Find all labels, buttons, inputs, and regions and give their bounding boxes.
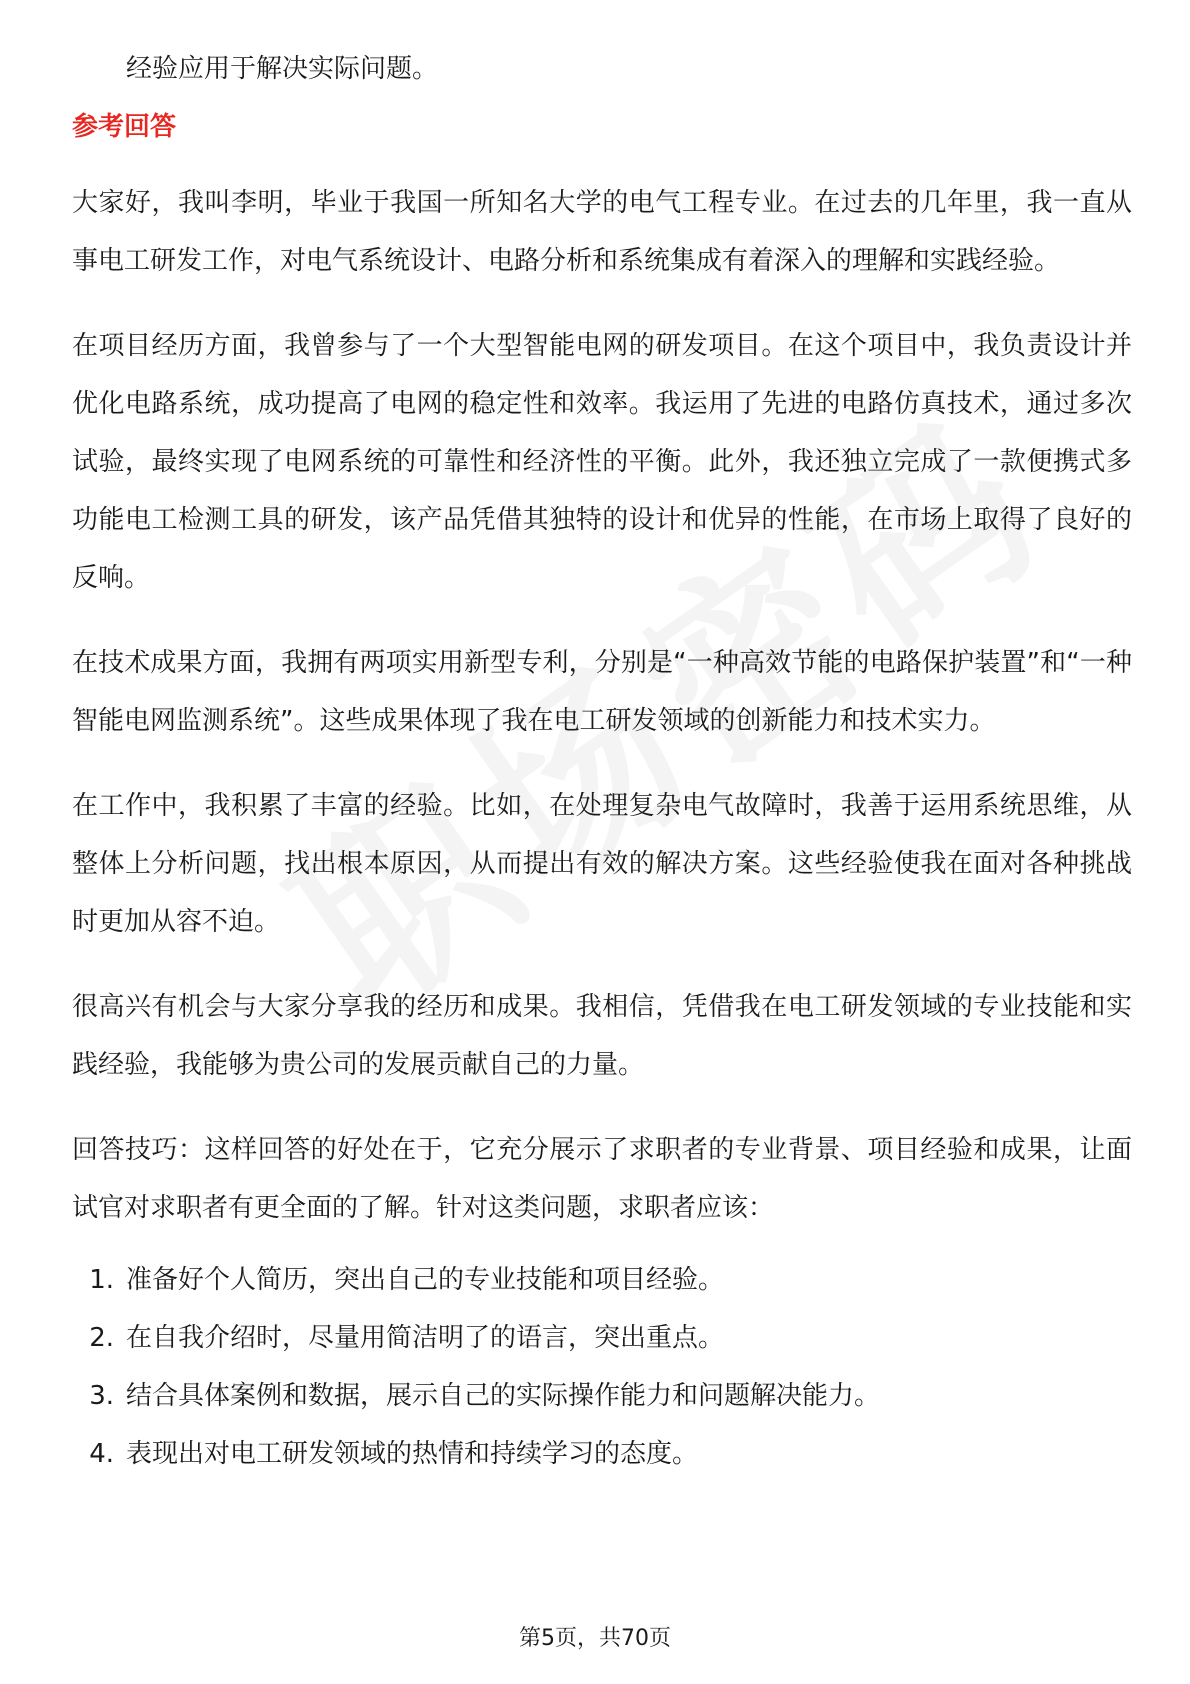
continued-text: 经验应用于解决实际问题。 (126, 54, 439, 84)
list-item (72, 1425, 1132, 1483)
list-item-number: 4. (89, 1439, 114, 1469)
paragraph-intro: 大家好，我叫李明，毕业于我国一所知名大学的电气工程专业。在过去的几年里，我一直从事电工研发工作，对电气系统设计、电路分析和系统集成有着深入的理解和实践经验。 (72, 188, 1132, 276)
list-item-text: 表现出对电工研发领域的热情和持续学习的态度。 (126, 1439, 699, 1469)
document-body (72, 40, 1132, 1483)
list-item (72, 1309, 1132, 1367)
list-item-number: 2. (89, 1323, 114, 1353)
list-item (72, 1367, 1132, 1425)
paragraph-closing: 很高兴有机会与大家分享我的经历和成果。我相信，凭借我在电工研发领域的专业技能和实践经验，我能够为贵公司的发展贡献自己的力量。 (72, 992, 1132, 1080)
tips-list (72, 1251, 1132, 1483)
list-item-number: 3. (89, 1381, 114, 1411)
list-item-text: 在自我介绍时，尽量用简洁明了的语言，突出重点。 (126, 1323, 725, 1353)
paragraph-experience: 在工作中，我积累了丰富的经验。比如，在处理复杂电气故障时，我善于运用系统思维，从整体上分析问题，找出根本原因，从而提出有效的解决方案。这些经验使我在面对各种挑战时更加从容不迫。 (72, 791, 1132, 937)
paragraph-tips-intro: 回答技巧：这样回答的好处在于，它充分展示了求职者的专业背景、项目经验和成果，让面试官对求职者有更全面的了解。针对这类问题，求职者应该： (72, 1135, 1132, 1223)
paragraph-achievements: 在技术成果方面，我拥有两项实用新型专利，分别是“一种高效节能的电路保护装置”和“一种智能电网监测系统”。这些成果体现了我在电工研发领域的创新能力和技术实力。 (72, 648, 1132, 736)
section-heading: 参考回答 (72, 112, 177, 142)
page-number-footer: 第5页，共70页 (519, 1626, 671, 1651)
list-item-number: 1. (89, 1265, 114, 1295)
list-item-text: 准备好个人简历，突出自己的专业技能和项目经验。 (126, 1265, 725, 1295)
list-item (72, 1251, 1132, 1309)
list-item-text: 结合具体案例和数据，展示自己的实际操作能力和问题解决能力。 (126, 1381, 881, 1411)
paragraph-projects: 在项目经历方面，我曾参与了一个大型智能电网的研发项目。在这个项目中，我负责设计并优化电路系统，成功提高了电网的稳定性和效率。我运用了先进的电路仿真技术，通过多次试验，最终实现了电网系统的可靠性和经济性的平衡。此外，我还独立完成了一款便携式多功能电工检测工具的研发，该产品凭借其独特的设计和优异的性能，在市场上取得了良好的反响。 (72, 331, 1132, 593)
